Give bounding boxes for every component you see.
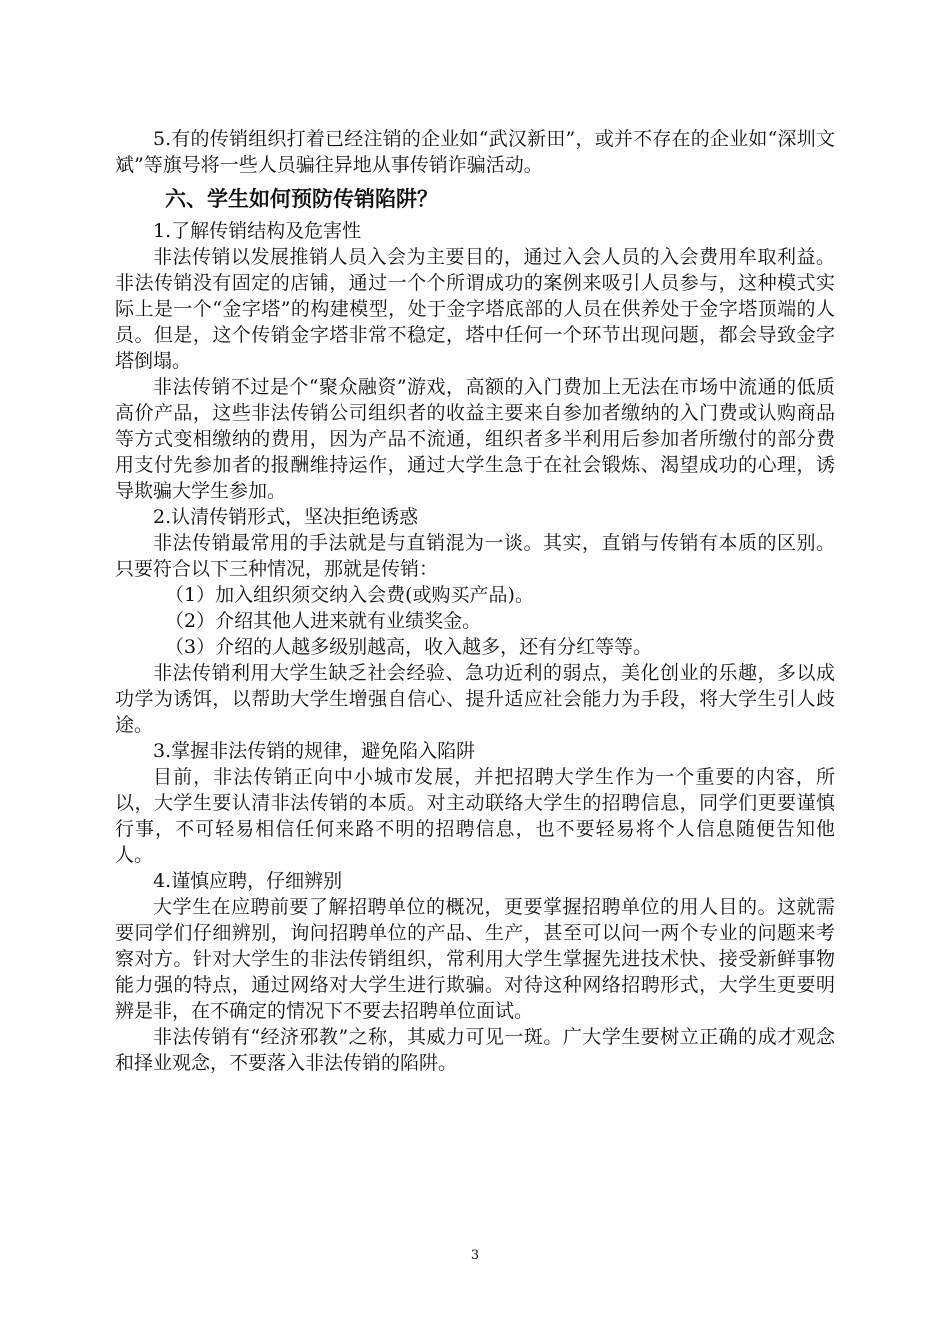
paragraph: 非法传销最常用的手法就是与直销混为一谈。其实，直销与传销有本质的区别。只要符合以下三种情况，那就是传销： <box>115 532 835 580</box>
closing-paragraph: 非法传销有“经济邪教”之称，其威力可见一斑。广大学生要树立正确的成才观念和择业观念，不要落入非法传销的陷阱。 <box>115 1026 835 1074</box>
subsection-heading-4: 4.谨慎应聘，仔细辨别 <box>153 870 343 892</box>
list-item: （3）介绍的人越多级别越高，收入越多，还有分红等等。 <box>165 636 653 658</box>
subsection-heading-3: 3.掌握非法传销的规律，避免陷入陷阱 <box>153 740 476 762</box>
page-number: 3 <box>470 1248 480 1263</box>
list-item: （2）介绍其他人进来就有业绩奖金。 <box>165 610 482 632</box>
intro-paragraph: 5.有的传销组织打着已经注销的企业如“武汉新田”，或并不存在的企业如“深圳文斌”等旗号将一些人员骗往异地从事传销诈骗活动。 <box>115 128 835 176</box>
list-item: （1）加入组织须交纳入会费(或购买产品)。 <box>165 584 534 606</box>
paragraph: 目前，非法传销正向中小城市发展，并把招聘大学生作为一个重要的内容，所以，大学生要认清非法传销的本质。对主动联络大学生的招聘信息，同学们更要谨慎行事，不可轻易相信任何来路不明的招聘信息，也不要轻易将个人信息随便告知他人。 <box>115 766 835 866</box>
subsection-heading-2: 2.认清传销形式，坚决拒绝诱惑 <box>153 506 419 528</box>
page-content <box>115 126 835 1076</box>
paragraph: 大学生在应聘前要了解招聘单位的概况，更要掌握招聘单位的用人目的。这就需要同学们仔细辨别，询问招聘单位的产品、生产，甚至可以问一两个专业的问题来考察对方。针对大学生的非法传销组织，常利用大学生掌握先进技术快、接受新鲜事物能力强的特点，通过网络对大学生进行欺骗。对待这种网络招聘形式，大学生更要明辨是非，在不确定的情况下不要去招聘单位面试。 <box>115 896 835 1022</box>
section-title: 六、学生如何预防传销陷阱？ <box>165 187 438 211</box>
paragraph: 非法传销不过是个“聚众融资”游戏，高额的入门费加上无法在市场中流通的低质高价产品，这些非法传销公司组织者的收益主要来自参加者缴纳的入门费或认购商品等方式变相缴纳的费用，因为产品不流通，组织者多半利用后参加者所缴付的部分费用支付先参加者的报酬维持运作，通过大学生急于在社会锻炼、渴望成功的心理，诱导欺骗大学生参加。 <box>115 376 835 502</box>
paragraph: 非法传销利用大学生缺乏社会经验、急功近利的弱点，美化创业的乐趣，多以成功学为诱饵，以帮助大学生增强自信心、提升适应社会能力为手段，将大学生引人歧途。 <box>115 662 835 736</box>
subsection-heading-1: 1.了解传销结构及危害性 <box>153 220 362 242</box>
paragraph: 非法传销以发展推销人员入会为主要目的，通过入会人员的入会费用牟取利益。非法传销没有固定的店铺，通过一个个所谓成功的案例来吸引人员参与，这种模式实际上是一个“金字塔”的构建模型，处于金字塔底部的人员在供养处于金字塔顶端的人员。但是，这个传销金字塔非常不稳定，塔中任何一个环节出现问题，都会导致金字塔倒塌。 <box>115 246 835 372</box>
